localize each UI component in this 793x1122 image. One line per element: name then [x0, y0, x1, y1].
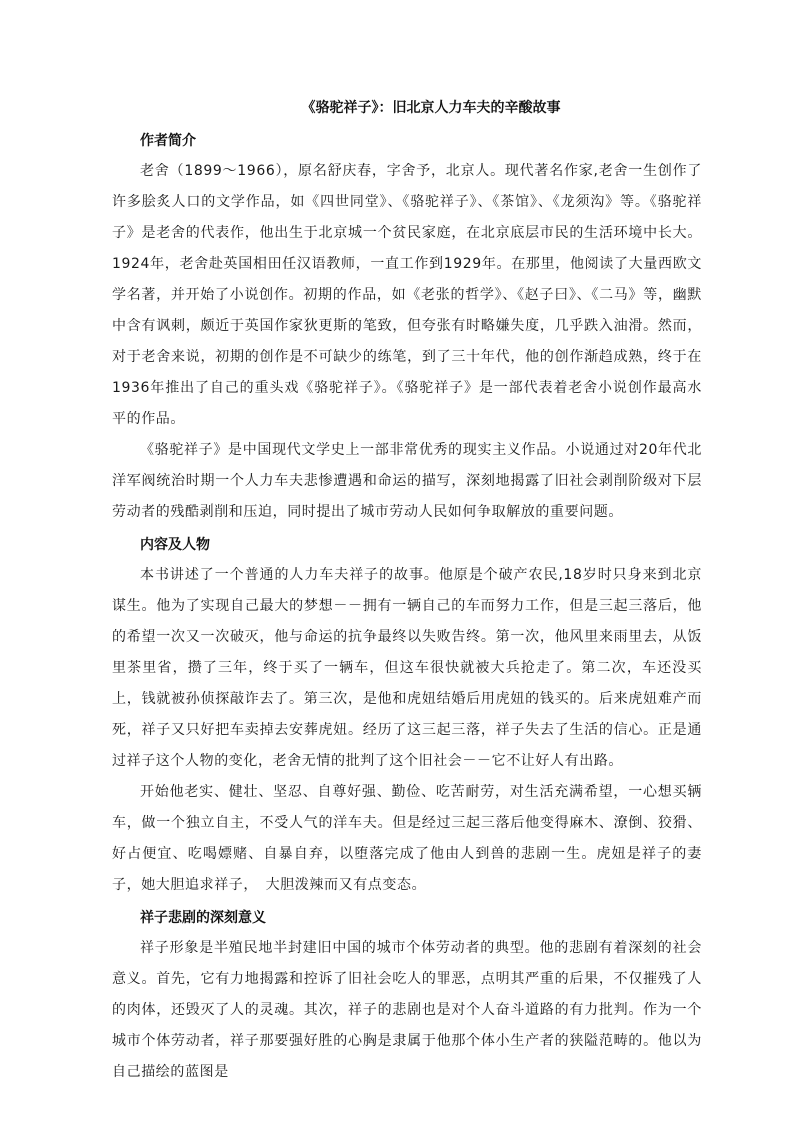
paragraph: 祥子形象是半殖民地半封建旧中国的城市个体劳动者的典型。他的悲剧有着深刻的社会意义。首先，它有力地揭露和控诉了旧社会吃人的罪恶，点明其严重的后果，不仅摧残了人的肉体，还毁灭了人的灵魂。其次，祥子的悲剧也是对个人奋斗道路的有力批判。作为一个城市个体劳动者，祥子那要强好胜的心胸是隶属于他那个体小生产者的狭隘范畴的。他以为自己描绘的蓝图是 — [112, 940, 702, 1080]
section-heading-author-intro: 作者简介 — [140, 133, 196, 149]
section-tragedy-significance — [112, 903, 702, 1088]
document-body — [112, 96, 702, 1088]
section-author-intro — [112, 126, 702, 528]
section-heading-tragedy-significance: 祥子悲剧的深刻意义 — [140, 910, 266, 926]
section-heading-content-characters: 内容及人物 — [140, 537, 210, 553]
section-content-characters — [112, 530, 702, 901]
paragraph: 老舍（1899～1966），原名舒庆春，字舍予，北京人。现代著名作家,老舍一生创作了许多脍炙人口的文学作品，如《四世同堂》、《骆驼祥子》、《茶馆》、《龙须沟》等。《骆驼祥子》是老舍的代表作，他出生于北京城一个贫民家庭，在北京底层市民的生活环境中长大。1924年，老舍赴英国相田任汉语教师，一直工作到1929年。在那里，他阅读了大量西欧文学名著，并开始了小说创作。初期的作品，如《老张的哲学》、《赵子曰》、《二马》等，幽默中含有讽刺，颇近于英国作家狄更斯的笔致，但夸张有时略嫌失度，几乎跌入油滑。然而，对于老舍来说，初期的创作是不可缺少的练笔，到了三十年代，他的创作渐趋成熟，终于在1936年推出了自己的重头戏《骆驼祥子》。《骆驼祥子》是一部代表着老舍小说创作最高水平的作品。 — [112, 163, 702, 427]
paragraph: 本书讲述了一个普通的人力车夫祥子的故事。他原是个破产农民,18岁时只身来到北京谋生。他为了实现自己最大的梦想－－拥有一辆自己的车而努力工作，但是三起三落后，他的希望一次又一次破灭，他与命运的抗争最终以失败告终。第一次，他风里来雨里去，从饭里茶里省，攒了三年，终于买了一辆车，但这车很快就被大兵抢走了。第二次，车还没买上，钱就被孙侦探敲诈去了。第三次，是他和虎妞结婚后用虎妞的钱买的。后来虎妞难产而死，祥子又只好把车卖掉去安葬虎妞。经历了这三起三落，祥子失去了生活的信心。正是通过祥子这个人物的变化，老舍无情的批判了这个旧社会－－它不让好人有出路。 — [112, 567, 702, 769]
paragraph: 《骆驼祥子》是中国现代文学史上一部非常优秀的现实主义作品。小说通过对20年代北洋军阀统治时期一个人力车夫悲惨遭遇和命运的描写，深刻地揭露了旧社会剥削阶级对下层劳动者的残酷剥削和压迫，同时提出了城市劳动人民如何争取解放的重要问题。 — [112, 442, 702, 520]
document-title: 《骆驼祥子》：旧北京人力车夫的辛酸故事 — [301, 100, 561, 116]
paragraph: 开始他老实、健壮、坚忍、自尊好强、勤俭、吃苦耐劳，对生活充满希望，一心想买辆车，做一个独立自主，不受人气的洋车夫。但是经过三起三落后他变得麻木、潦倒、狡猾、好占便宜、吃喝嫖赌、自暴自弃，以堕落完成了他由人到兽的悲剧一生。虎妞是祥子的妻子，她大胆追求祥子， 大胆泼辣而又有点变态。 — [112, 784, 702, 893]
